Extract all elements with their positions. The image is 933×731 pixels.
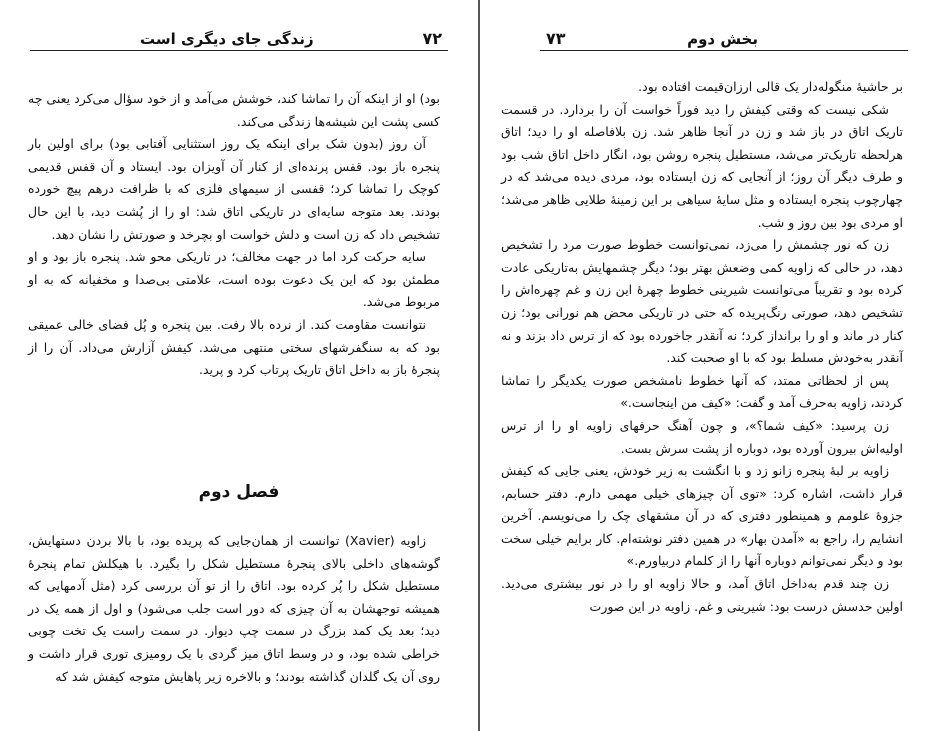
left-top-text (28, 88, 440, 382)
left-running-title: زندگی جای دیگری است (140, 30, 314, 48)
paragraph: زن پرسید: «کیف شما؟»، و چون آهنگ حرفهای زاویه او را از ترس اولیه‌اش بیرون آورده بود، دوباره از پشت سرش بست. (501, 417, 903, 456)
left-page-number: ۷۲ (422, 29, 442, 48)
paragraph: بود) او از اینکه آن را تماشا کند، خوشش می‌آمد و از خود سؤال می‌کرد یعنی چه کسی پشت این شیشه‌ها زندگی می‌کند. (28, 91, 440, 129)
paragraph: زاویه (Xavier) توانست از همان‌جایی که پریده بود، با بالا بردن دستهایش، گوشه‌های داخلی بالای پنجرهٔ مستطیل شکل را بگیرد. با هیکلش تمام پنجرهٔ مستطیل شکل را پُر کرده بود. اتاق را از تو آن بررسی کرد (مثل آدمهایی که همیشه توجهشان به آن چیزی که دور است جلب می‌شود) و اول از همه یک در دید؛ بعد یک کمد بزرگ در سمت چپ دیوار. در سمت راست یک تخت چوبی خراطی شده بود، و در وسط اتاق میز گردی با یک رومیزی توری قرار داشت و روی آن یک گلدان گذاشته بودند؛ و بالاخره زیر پاهایش متوجه کیفش شد که (28, 533, 440, 684)
left-bottom-text (28, 530, 440, 688)
paragraph: بر حاشیهٔ منگوله‌دار یک قالی ارزان‌قیمت افتاده بود. (638, 79, 903, 94)
right-page (478, 0, 933, 731)
right-text (501, 76, 903, 618)
paragraph: پس از لحظاتی ممتد، که آنها خطوط نامشخص صورت یکدیگر را تماشا کردند، زاویه به‌حرف آمد و گفت: «کیف من اینجاست.» (501, 372, 903, 411)
chapter-heading: فصل دوم (198, 482, 280, 502)
paragraph: نتوانست مقاومت کند. از نرده بالا رفت. بین پنجره و پُل فضای خالی عمیقی بود که به سنگفرشهای سختی منتهی می‌شد. کیفش آزارش می‌داد. آن را از پنجرهٔ باز به داخل اتاق تاریک پرتاب کرد و پرید. (28, 316, 440, 378)
right-page-number: ۷۳ (546, 29, 566, 48)
paragraph: زاویه بر لبهٔ پنجره زانو زد و با انگشت به زیر خودش، یعنی جایی که کیفش قرار داشت، اشاره کرد: «توی آن چیزهای خیلی مهمی دارم. دفتر حسابم، جزوهٔ علومم و همینطور دفتری که در آن مشقهای چک را می‌نویسم. آخرین انشایم را، راجع به «آمدن بهار» در همین دفتر نوشته‌ام. کار برایم خیلی سخت بود و دیگر نمی‌توانم دوباره آنها را از کلمام دربیاورم.» (501, 463, 903, 569)
left-page-header (30, 28, 448, 51)
right-running-title: بخش دوم (687, 30, 758, 48)
paragraph: زن چند قدم به‌داخل اتاق آمد، و حالا زاویه او را در نور بیشتری می‌دید. اولین حدسش درست بود: شیرینی و غم. زاویه در این صورت (501, 576, 903, 614)
paragraph: آن روز (بدون شک برای اینکه یک روز استثنایی آفتابی بود) برای اولین بار پنجره باز بود. قفس پرنده‌ای از کنار آن آویزان بود. ایستاد و آن قفس قدیمی کوچک را تماشا کرد؛ قفسی از سیمهای فلزی که با ظرافت درهم پیچ خورده بودند. بعد متوجه سایه‌ای در تاریکی اتاق شد: او را از پُشت دید، با این حال تشخیص داد که زن است و دلش خواست او بچرخد و صورتش را نشان دهد. (28, 136, 440, 242)
paragraph: زن که نور چشمش را می‌زد، نمی‌توانست خطوط صورت مرد را تشخیص دهد، در حالی که زاویه کمی وضعش بهتر بود؛ دیگر چشمهایش به‌تاریکی عادت کرده بود و تقریباً می‌توانست شیرینی خطوط چهرهٔ این زن و غم چهره‌اش را تشخیص دهد، صورتی رنگ‌پریده که حتی در تاریکی محض هم نورانی بود؛ زن کنار در ماند و او را برانداز کرد؛ نه آنقدر جاخورده بود که از ترس داد بزند و نه آنقدر به‌خودش مسلط بود که با او صحبت کند. (501, 237, 903, 366)
right-page-header (540, 28, 908, 51)
paragraph: شکی نیست که وقتی کیفش را دید فوراً خواست آن را بردارد. در قسمت تاریک اتاق در باز شد و زن در آنجا ظاهر شد. زن بلافاصله او را دید؛ اتاق هرلحظه تاریک‌تر می‌شد، مستطیل پنجره روشن بود، انگار داخل اتاق شب بود و طرف دیگر آن روز؛ از آنجایی که زن ایستاده بود، مردی دیده می‌شد که در چهارچوب پنجره ایستاده و مثل سایهٔ سیاهی بر این زمینهٔ طلایی ظاهر می‌شد؛ او مردی بود بین روز و شب. (501, 101, 903, 230)
paragraph: سایه حرکت کرد اما در جهت مخالف؛ در تاریکی محو شد. پنجره باز بود و او مطمئن بود که این یک دعوت بوده است، علامتی بی‌صدا و مخفیانه که به او مربوط می‌شد. (28, 249, 440, 310)
